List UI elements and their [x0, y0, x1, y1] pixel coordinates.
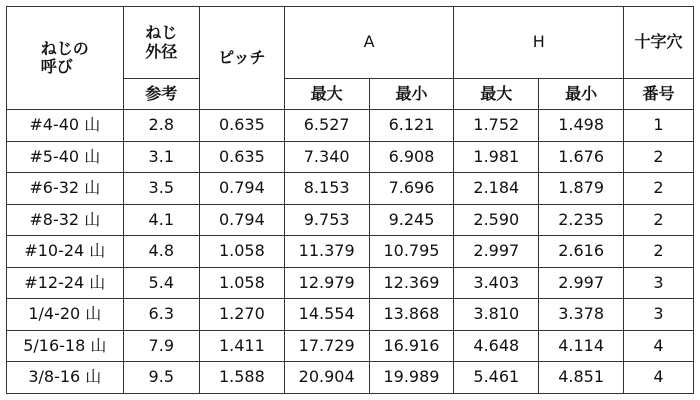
cell-h-max: 5.461	[454, 362, 539, 394]
cell-size: 1/4-20 山	[7, 299, 124, 331]
table-row	[7, 173, 694, 205]
cell-h-min: 2.235	[539, 204, 624, 236]
cell-a-min: 10.795	[369, 236, 454, 268]
cell-a-max: 17.729	[284, 330, 369, 362]
table-row	[7, 236, 694, 268]
cell-pitch: 1.411	[199, 330, 284, 362]
header-h-min: 最小	[539, 79, 624, 110]
cell-recess: 2	[624, 141, 694, 173]
cell-a-max: 8.153	[284, 173, 369, 205]
cell-h-min: 3.378	[539, 299, 624, 331]
cell-a-max: 20.904	[284, 362, 369, 394]
cell-outer-dia: 7.9	[123, 330, 199, 362]
cell-size: #6-32 山	[7, 173, 124, 205]
cell-h-max: 1.981	[454, 141, 539, 173]
header-cross-recess: 十字穴	[624, 7, 694, 79]
cell-h-max: 2.997	[454, 236, 539, 268]
cell-recess: 2	[624, 173, 694, 205]
cell-a-min: 19.989	[369, 362, 454, 394]
header-a-max: 最大	[284, 79, 369, 110]
cell-recess: 2	[624, 204, 694, 236]
cell-outer-dia: 9.5	[123, 362, 199, 394]
cell-size: #12-24 山	[7, 267, 124, 299]
cell-a-min: 6.121	[369, 110, 454, 142]
cell-recess: 4	[624, 362, 694, 394]
cell-pitch: 0.635	[199, 110, 284, 142]
cell-size: #4-40 山	[7, 110, 124, 142]
cell-h-min: 1.879	[539, 173, 624, 205]
cell-outer-dia: 2.8	[123, 110, 199, 142]
cell-h-max: 3.403	[454, 267, 539, 299]
cell-h-min: 4.851	[539, 362, 624, 394]
cell-size: #10-24 山	[7, 236, 124, 268]
cell-a-max: 6.527	[284, 110, 369, 142]
header-a-min: 最小	[369, 79, 454, 110]
header-nominal	[7, 7, 124, 110]
header-h-max: 最大	[454, 79, 539, 110]
header-outer-dia-line1: ねじ	[145, 23, 178, 43]
cell-pitch: 0.794	[199, 204, 284, 236]
cell-pitch: 1.588	[199, 362, 284, 394]
header-pitch: ピッチ	[199, 7, 284, 110]
cell-size: 5/16-18 山	[7, 330, 124, 362]
header-outer-dia-sub: 参考	[123, 79, 199, 110]
header-cross-recess-sub: 番号	[624, 79, 694, 110]
cell-h-min: 1.676	[539, 141, 624, 173]
cell-a-max: 9.753	[284, 204, 369, 236]
cell-recess: 1	[624, 110, 694, 142]
cell-recess: 4	[624, 330, 694, 362]
cell-recess: 2	[624, 236, 694, 268]
table-row	[7, 362, 694, 394]
cell-a-min: 12.369	[369, 267, 454, 299]
cell-a-max: 12.979	[284, 267, 369, 299]
cell-pitch: 0.794	[199, 173, 284, 205]
cell-outer-dia: 4.8	[123, 236, 199, 268]
table-row	[7, 330, 694, 362]
table-row	[7, 299, 694, 331]
cell-size: #5-40 山	[7, 141, 124, 173]
cell-a-min: 6.908	[369, 141, 454, 173]
table-row	[7, 141, 694, 173]
cell-h-min: 4.114	[539, 330, 624, 362]
cell-outer-dia: 6.3	[123, 299, 199, 331]
cell-a-max: 14.554	[284, 299, 369, 331]
header-a: A	[284, 7, 454, 79]
header-outer-dia	[123, 7, 199, 79]
cell-a-min: 13.868	[369, 299, 454, 331]
header-row-top	[7, 7, 694, 79]
cell-h-min: 2.997	[539, 267, 624, 299]
header-nominal-line1: ねじの	[40, 38, 89, 58]
cell-a-min: 7.696	[369, 173, 454, 205]
cell-h-max: 2.184	[454, 173, 539, 205]
cell-recess: 3	[624, 299, 694, 331]
header-nominal-line2: 呼び	[40, 57, 73, 76]
cell-a-min: 9.245	[369, 204, 454, 236]
cell-a-max: 7.340	[284, 141, 369, 173]
cell-h-max: 2.590	[454, 204, 539, 236]
cell-outer-dia: 4.1	[123, 204, 199, 236]
table-row	[7, 267, 694, 299]
cell-outer-dia: 3.1	[123, 141, 199, 173]
cell-h-min: 1.498	[539, 110, 624, 142]
cell-h-min: 2.616	[539, 236, 624, 268]
table-row	[7, 110, 694, 142]
header-h: H	[454, 7, 624, 79]
cell-h-max: 4.648	[454, 330, 539, 362]
cell-outer-dia: 5.4	[123, 267, 199, 299]
cell-outer-dia: 3.5	[123, 173, 199, 205]
cell-size: #8-32 山	[7, 204, 124, 236]
cell-pitch: 1.270	[199, 299, 284, 331]
header-outer-dia-line2: 外径	[145, 41, 178, 61]
cell-h-max: 1.752	[454, 110, 539, 142]
cell-pitch: 0.635	[199, 141, 284, 173]
screw-spec-table	[6, 6, 694, 394]
cell-a-max: 11.379	[284, 236, 369, 268]
table-row	[7, 204, 694, 236]
cell-recess: 3	[624, 267, 694, 299]
cell-h-max: 3.810	[454, 299, 539, 331]
cell-size: 3/8-16 山	[7, 362, 124, 394]
cell-pitch: 1.058	[199, 236, 284, 268]
cell-pitch: 1.058	[199, 267, 284, 299]
cell-a-min: 16.916	[369, 330, 454, 362]
